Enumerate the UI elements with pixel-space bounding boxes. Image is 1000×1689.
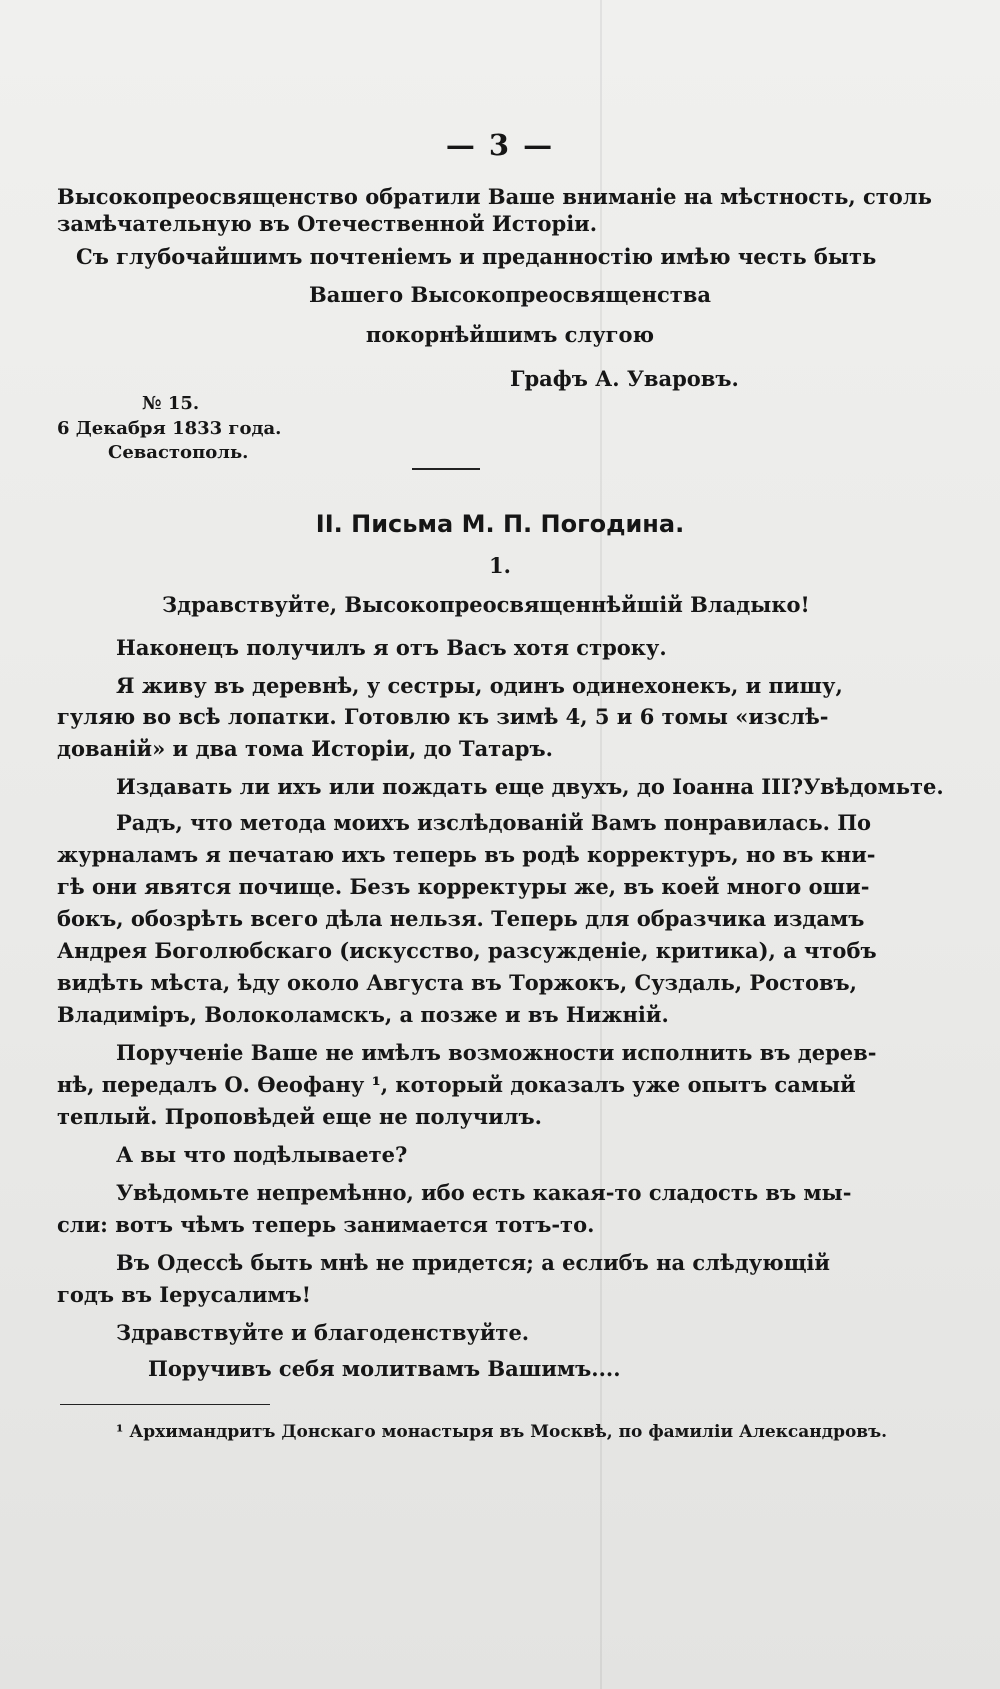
page-number: — 3 —	[445, 128, 555, 162]
text-line: Я живу въ деревнѣ, у сестры, одинъ одинехонекъ, и пишу,	[116, 673, 843, 698]
signature: Графъ А. Уваровъ.	[510, 366, 739, 391]
closing-line: Вашего Высокопреосвященства	[308, 282, 711, 307]
text-line: Здравствуйте и благоденствуйте.	[116, 1320, 530, 1345]
text-line: бокъ, обозрѣть всего дѣла нельзя. Теперь для образчика издамъ	[57, 906, 865, 931]
closing-line: покорнѣйшимъ слугою	[365, 322, 655, 347]
text-line: гуляю во всѣ лопатки. Готовлю къ зимѣ 4, 5 и 6 томы «изслѣ-	[57, 704, 829, 729]
text-line: Владиміръ, Волоколамскъ, а позже и въ Нижній.	[57, 1002, 669, 1027]
greeting: Здравствуйте, Высокопреосвященнѣйшій Владыко!	[162, 592, 810, 617]
letter-place: Севастополь.	[108, 442, 249, 463]
text-line: Съ глубочайшимъ почтеніемъ и преданностію имѣю честь быть	[76, 244, 877, 269]
text-line: Наконецъ получилъ я отъ Васъ хотя строку.	[116, 635, 667, 660]
text-line: А вы что подѣлываете?	[116, 1142, 408, 1167]
letter-date: 6 Декабря 1833 года.	[57, 418, 282, 439]
footnote: ¹ Архимандритъ Донскаго монастыря въ Москвѣ, по фамиліи Александровъ.	[116, 1422, 888, 1442]
text-line: журналамъ я печатаю ихъ теперь въ родѣ корректуръ, но въ кни-	[57, 842, 876, 867]
section-title: II. Письма М. П. Погодина.	[315, 510, 685, 538]
text-line: дованій» и два тома Исторіи, до Татаръ.	[57, 736, 553, 761]
text-line: Андрея Боголюбскаго (искусство, разсужденіе, критика), а чтобъ	[57, 938, 877, 963]
text-line: Въ Одессѣ быть мнѣ не придется; а еслибъ на слѣдующій	[116, 1250, 830, 1275]
text-line: нѣ, передалъ О. Ѳеофану ¹, который доказалъ уже опытъ самый	[57, 1072, 856, 1097]
text-line: видѣть мѣста, ѣду около Августа въ Торжокъ, Суздаль, Ростовъ,	[57, 970, 857, 995]
text-line: замѣчательную въ Отечественной Исторіи.	[57, 211, 598, 236]
letter-heading-number: 1.	[489, 553, 511, 578]
text-line: теплый. Проповѣдей еще не получилъ.	[57, 1104, 542, 1129]
letter-number: № 15.	[142, 393, 200, 414]
footnote-rule	[60, 1404, 270, 1405]
text-line: Издавать ли ихъ или пождать еще двухъ, до Іоанна III?Увѣдомьте.	[116, 774, 944, 799]
text-line: гѣ они явятся почище. Безъ корректуры же, въ коей много оши-	[57, 874, 870, 899]
text-line: Увѣдомьте непремѣнно, ибо есть какая-то сладость въ мы-	[116, 1180, 852, 1205]
text-line: Радъ, что метода моихъ изслѣдованій Вамъ понравилась. По	[116, 810, 872, 835]
text-line: Высокопреосвященство обратили Ваше вниманіе на мѣстность, столь	[57, 184, 932, 209]
text-line: Поручивъ себя молитвамъ Вашимъ....	[148, 1356, 621, 1381]
text-line: годъ въ Іерусалимъ!	[57, 1282, 311, 1307]
text-line: Порученіе Ваше не имѣлъ возможности исполнить въ дерев-	[116, 1040, 877, 1065]
text-line: сли: вотъ чѣмъ теперь занимается тотъ-то.	[57, 1212, 595, 1237]
separator-line	[412, 468, 480, 470]
